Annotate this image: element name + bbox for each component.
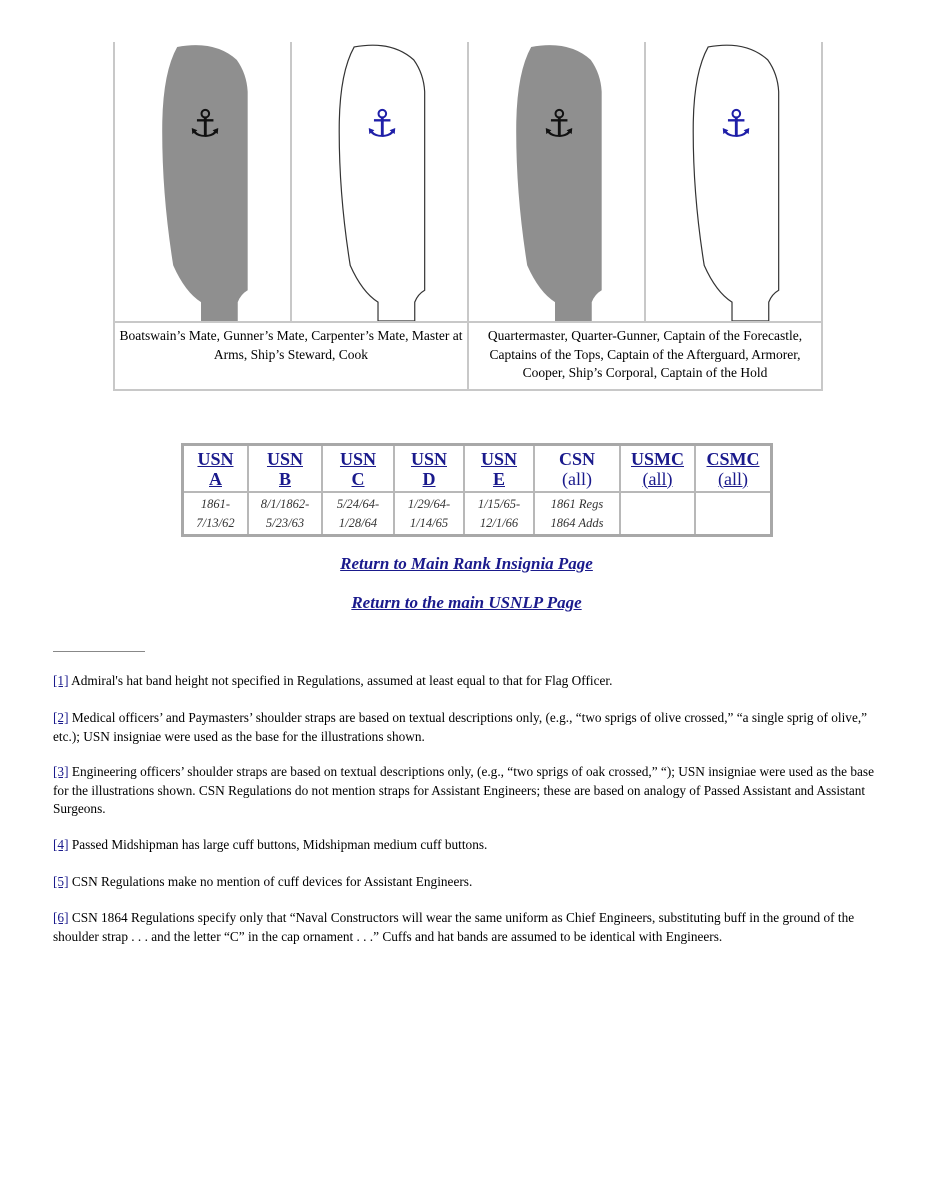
return-usnlp — [0, 593, 933, 613]
nav-link[interactable]: A — [209, 468, 222, 489]
nav-header-cell — [394, 445, 464, 493]
footnote-text: Medical officers’ and Paymasters’ shoulder straps are based on textual descriptions only, (e.g., “two sprigs of olive crossed,” “a single sprig of olive,” etc.); USN insigniae were used as the base for the illustrations shown. — [53, 710, 868, 744]
date-end: 5/23/63 — [265, 515, 305, 530]
nav-date-cell — [695, 492, 772, 536]
nav-link[interactable]: C — [351, 468, 365, 489]
nav-link[interactable]: USN — [480, 448, 517, 469]
nav-link[interactable]: USN — [197, 448, 234, 469]
shoulder-strap-illustration — [646, 42, 821, 321]
return-usnlp-link[interactable]: Return to the main USNLP Page — [351, 593, 582, 612]
date-end: 1864 Adds — [550, 515, 604, 530]
strap-image-cell — [645, 42, 822, 322]
strap-shape — [339, 45, 424, 321]
footnote-ref-link[interactable]: [3] — [53, 764, 69, 779]
nav-date-cell — [534, 492, 620, 536]
strap-caption: Boatswain’s Mate, Gunner’s Mate, Carpenter’s Mate, Master at Arms, Ship’s Steward, Cook — [114, 322, 468, 390]
footnote-ref-link[interactable]: [5] — [53, 874, 69, 889]
strap-caption: Quartermaster, Quarter-Gunner, Captain of the Forecastle, Captains of the Tops, Captain of the Afterguard, Armorer, Cooper, Ship’s Corporal, Captain of the Hold — [468, 322, 822, 390]
strap-image-cell — [114, 42, 291, 322]
footnote-ref-link[interactable]: [6] — [53, 910, 69, 925]
date-start: 1861- — [200, 496, 231, 511]
strap-shape — [693, 45, 778, 321]
nav-link[interactable]: B — [278, 468, 291, 489]
nav-header-cell — [620, 445, 695, 493]
date-start: 5/24/64- — [336, 496, 380, 511]
return-rank-insignia-link[interactable]: Return to Main Rank Insignia Page — [340, 554, 593, 573]
nav-link[interactable]: USN — [410, 448, 447, 469]
return-rank-insignia — [0, 554, 933, 574]
strap-image-cell — [468, 42, 645, 322]
nav-header-cell — [464, 445, 534, 493]
date-start: 8/1/1862- — [260, 496, 310, 511]
nav-link[interactable]: USN — [339, 448, 376, 469]
nav-date-cell — [183, 492, 249, 536]
date-start: 1861 Regs — [550, 496, 604, 511]
nav-header-cell — [695, 445, 772, 493]
nav-header-cell — [322, 445, 394, 493]
nav-header-cell — [183, 445, 249, 493]
footnote — [53, 836, 883, 855]
date-end: 12/1/66 — [479, 515, 519, 530]
nav-link[interactable]: E — [492, 468, 505, 489]
strap-shape — [516, 45, 601, 321]
shoulder-strap-illustration — [292, 42, 467, 321]
nav-date-cell — [620, 492, 695, 536]
date-end: 1/14/65 — [409, 515, 449, 530]
strap-illustration-table — [113, 42, 823, 391]
footnote-text: CSN 1864 Regulations specify only that “Naval Constructors will wear the same uniform as Chief Engineers, substituting buff in the ground of the shoulder strap . . . and the letter “C” in the cap ornament . . .” Cuffs and hat bands are assumed to be identical with Engineers. — [53, 910, 855, 944]
rank-period-nav-table — [181, 443, 773, 537]
date-start: 1/15/65- — [477, 496, 521, 511]
footnote-ref-link[interactable]: [4] — [53, 837, 69, 852]
nav-link[interactable]: (all) — [718, 468, 748, 489]
footnote — [53, 709, 883, 746]
nav-link[interactable]: USN — [266, 448, 303, 469]
nav-header-cell — [248, 445, 322, 493]
footnote-text: Passed Midshipman has large cuff buttons, Midshipman medium cuff buttons. — [68, 837, 488, 852]
anchor-icon: ⚓ — [542, 101, 576, 146]
date-start: 1/29/64- — [407, 496, 451, 511]
nav-date-cell — [394, 492, 464, 536]
footnote-ref-link[interactable]: [2] — [53, 710, 69, 725]
nav-date-cell — [464, 492, 534, 536]
nav-date-cell — [322, 492, 394, 536]
shoulder-strap-illustration — [469, 42, 644, 321]
nav-link[interactable]: CSMC — [706, 448, 760, 469]
footnote-ref-link[interactable]: [1] — [53, 673, 69, 688]
anchor-icon: ⚓ — [719, 101, 753, 146]
footnote — [53, 763, 883, 819]
shoulder-strap-illustration — [115, 42, 290, 321]
footnote — [53, 873, 883, 892]
footnote-text: Engineering officers’ shoulder straps are based on textual descriptions only, (e.g., “two sprigs of oak crossed,” “); USN insigniae were used as the base for the illustrations shown. CSN Regulations do not mention straps for Assistant Engineers; these are based on analogy of Passed Assistant and Assistant Surgeons. — [53, 764, 874, 816]
footnote-text: Admiral's hat band height not specified in Regulations, assumed at least equal to that for Flag Officer. — [68, 673, 613, 688]
nav-link[interactable]: (all) — [642, 468, 673, 489]
nav-header-cell — [534, 445, 620, 493]
nav-sublabel: (all) — [562, 468, 592, 489]
strap-image-cell — [291, 42, 468, 322]
nav-label: CSN — [558, 448, 595, 469]
footnote-text: CSN Regulations make no mention of cuff devices for Assistant Engineers. — [68, 874, 473, 889]
nav-date-cell — [248, 492, 322, 536]
date-end: 1/28/64 — [338, 515, 378, 530]
footnote-divider — [53, 651, 145, 652]
footnote — [53, 909, 883, 946]
nav-link[interactable]: USMC — [631, 448, 684, 469]
strap-shape — [162, 45, 247, 321]
footnote — [53, 672, 883, 691]
anchor-icon: ⚓ — [365, 101, 399, 146]
nav-link[interactable]: D — [422, 468, 436, 489]
date-end: 7/13/62 — [196, 515, 235, 530]
anchor-icon: ⚓ — [188, 101, 222, 146]
